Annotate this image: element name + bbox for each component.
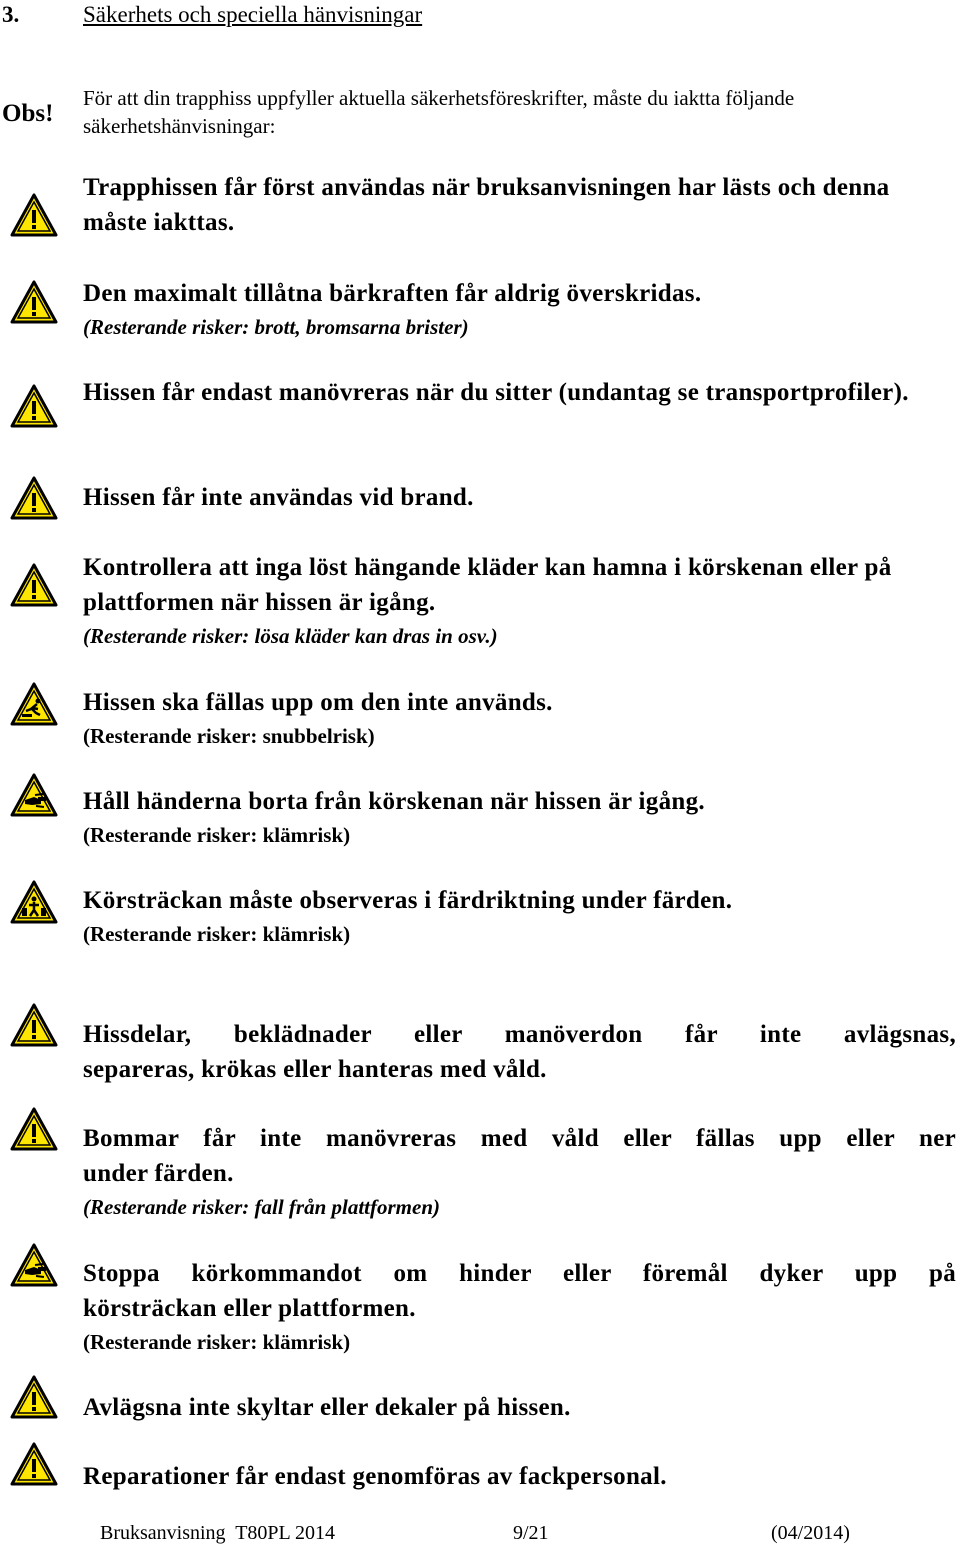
safety-item — [83, 170, 956, 240]
footer-page-number: 9/21 — [513, 1522, 549, 1544]
safety-item — [83, 1017, 956, 1087]
item-text-line: separeras, krökas eller hanteras med våld. — [83, 1056, 547, 1083]
item-note: (Resterande risker: klämrisk) — [83, 922, 351, 946]
hand-crush-icon — [10, 773, 58, 817]
warning-icon — [10, 1375, 58, 1419]
item-text: Håll händerna borta från körskenan när hissen är igång. — [83, 788, 705, 815]
section-title: Säkerhets och speciella hänvisningar — [83, 2, 423, 27]
safety-item — [83, 883, 956, 950]
safety-item — [83, 550, 956, 652]
safety-item — [83, 276, 956, 343]
item-text-line: Stoppa körkommandot om hinder eller föremål dyker upp på — [83, 1260, 956, 1287]
warning-icon — [10, 1442, 58, 1486]
hand-crush-icon — [10, 1243, 58, 1287]
item-note: (Resterande risker: fall från plattformen) — [83, 1195, 440, 1219]
safety-item — [83, 1121, 956, 1223]
safety-item — [83, 1390, 956, 1425]
item-text: Avlägsna inte skyltar eller dekaler på hissen. — [83, 1394, 571, 1421]
safety-item — [83, 480, 956, 515]
warning-icon — [10, 476, 58, 520]
item-text: Kontrollera att inga löst hängande kläder kan hamna i körskenan eller på plattformen när hissen är igång. — [83, 554, 892, 616]
item-text: Trapphissen får först användas när bruksanvisningen har lästs och denna måste iakttas. — [83, 174, 890, 236]
body-crush-icon — [10, 880, 58, 924]
item-note: (Resterande risker: brott, bromsarna brister) — [83, 315, 469, 339]
item-text: Körsträckan måste observeras i färdriktning under färden. — [83, 887, 733, 914]
item-note: (Resterande risker: klämrisk) — [83, 823, 351, 847]
safety-item — [83, 375, 956, 410]
section-number: 3. — [2, 2, 20, 27]
footer-doc: Bruksanvisning T80PL 2014 — [100, 1522, 336, 1544]
obs-text: För att din trapphiss uppfyller aktuella säkerhetsföreskrifter, måste du iaktta följande säkerhetshänvisningar: — [83, 86, 795, 138]
warning-icon — [10, 1107, 58, 1151]
item-text: Hissen får inte användas vid brand. — [83, 484, 474, 511]
warning-icon — [10, 563, 58, 607]
warning-icon — [10, 280, 58, 324]
safety-item — [83, 1256, 956, 1358]
safety-item — [83, 685, 956, 752]
item-text-line: under färden. — [83, 1160, 234, 1187]
item-note: (Resterande risker: klämrisk) — [83, 1330, 351, 1354]
item-text-line: Bommar får inte manövreras med våld eller fällas upp eller ner — [83, 1125, 956, 1152]
footer-date: (04/2014) — [771, 1522, 850, 1544]
safety-item — [83, 1459, 956, 1494]
item-text: Hissen får endast manövreras när du sitter (undantag se transportprofiler). — [83, 379, 909, 406]
safety-item — [83, 784, 956, 851]
item-text-line: Hissdelar, beklädnader eller manöverdon får inte avlägsnas, — [83, 1021, 956, 1048]
item-text: Reparationer får endast genomföras av fackpersonal. — [83, 1463, 667, 1490]
warning-icon — [10, 384, 58, 428]
item-text-line: körsträckan eller plattformen. — [83, 1295, 416, 1322]
trip-hazard-icon — [10, 682, 58, 726]
item-note: (Resterande risker: lösa kläder kan dras in osv.) — [83, 624, 498, 648]
item-text: Den maximalt tillåtna bärkraften får aldrig överskridas. — [83, 280, 702, 307]
obs-label: Obs! — [2, 100, 54, 127]
warning-icon — [10, 1003, 58, 1047]
item-text: Hissen ska fällas upp om den inte används. — [83, 689, 553, 716]
warning-icon — [10, 193, 58, 237]
item-note: (Resterande risker: snubbelrisk) — [83, 724, 375, 748]
